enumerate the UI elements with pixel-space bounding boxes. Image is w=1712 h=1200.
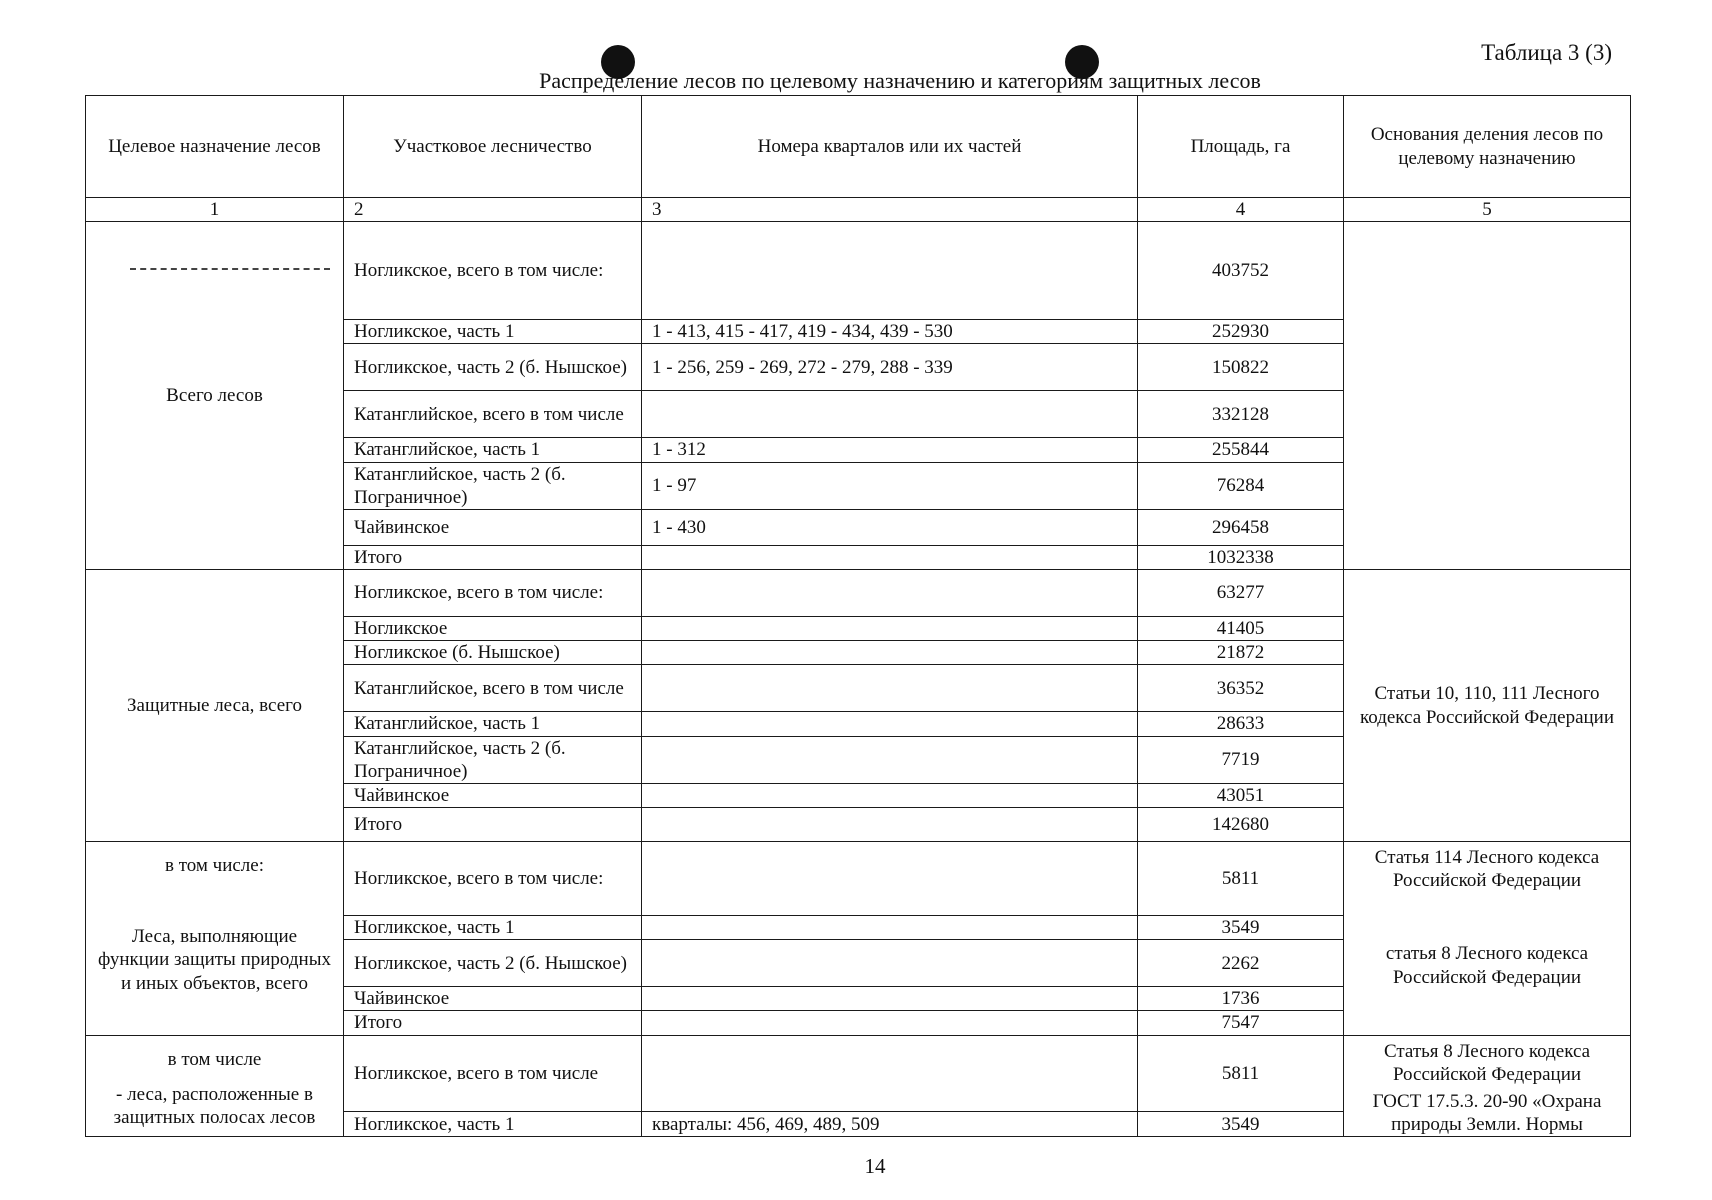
district-cell: Ногликское, часть 1: [344, 1112, 642, 1137]
area-cell: 7719: [1138, 736, 1344, 783]
district-cell: Итого: [344, 545, 642, 569]
basis-text: Статья 114 Лесного кодекса Российской Федерации: [1374, 847, 1600, 892]
district-cell: Чайвинское: [344, 987, 642, 1011]
district-cell: Ногликское, часть 2 (б. Нышское): [344, 940, 642, 987]
area-cell: 28633: [1138, 712, 1344, 736]
district-cell: Итого: [344, 808, 642, 842]
column-header-area: Площадь, га: [1138, 96, 1344, 198]
column-header-basis: Основания деления лесов по целевому назначению: [1344, 96, 1631, 198]
quarters-cell: [642, 916, 1138, 940]
district-cell: Катанглийское, часть 2 (б. Пограничное): [344, 736, 642, 783]
district-cell: Ногликское, всего в том числе: [344, 1035, 642, 1112]
area-cell: 3549: [1138, 1112, 1344, 1137]
column-number: 4: [1138, 198, 1344, 222]
column-number-row: [86, 198, 1631, 222]
basis-cell: Статьи 10, 110, 111 Лесного кодекса Российской Федерации: [1344, 570, 1631, 842]
district-cell: Чайвинское: [344, 509, 642, 545]
purpose-cell: [86, 842, 344, 1036]
purpose-text: Леса, выполняющие функции защиты природных и иных объектов, всего: [98, 926, 331, 994]
district-cell: Чайвинское: [344, 783, 642, 807]
purpose-subheading: в том числе: [167, 1048, 262, 1070]
district-cell: Ногликское: [344, 617, 642, 641]
page-number: 14: [864, 1154, 886, 1178]
area-cell: 41405: [1138, 617, 1344, 641]
purpose-cell: Всего лесов: [86, 222, 344, 570]
column-number: 3: [642, 198, 1138, 222]
district-cell: Катанглийское, всего в том числе: [344, 391, 642, 438]
purpose-cell: [86, 1035, 344, 1137]
scan-artifact-dashes: [130, 268, 330, 270]
quarters-cell: [642, 987, 1138, 1011]
district-cell: Катанглийское, часть 1: [344, 438, 642, 462]
column-header-quarters: Номера кварталов или их частей: [642, 96, 1138, 198]
district-cell: Ногликское, всего в том числе:: [344, 570, 642, 617]
quarters-cell: [642, 842, 1138, 916]
area-cell: 403752: [1138, 222, 1344, 320]
forest-distribution-table: [85, 95, 1631, 1137]
quarters-cell: [642, 783, 1138, 807]
district-cell: Катанглийское, всего в том числе: [344, 665, 642, 712]
basis-text: Статья 8 Лесного кодекса Российской Федерации: [1383, 1040, 1591, 1085]
basis-text: статья 8 Лесного кодекса Российской Федерации: [1385, 943, 1589, 988]
document-title: Распределение лесов по целевому назначению и категориям защитных лесов: [539, 68, 1261, 93]
quarters-cell: [642, 1011, 1138, 1035]
basis-cell: [1344, 222, 1631, 570]
quarters-cell: [642, 665, 1138, 712]
quarters-cell: [642, 391, 1138, 438]
area-cell: 5811: [1138, 842, 1344, 916]
basis-text: ГОСТ 17.5.3. 20-90 «Охрана природы Земли. Нормы: [1372, 1090, 1602, 1136]
quarters-cell: 1 - 430: [642, 509, 1138, 545]
table-row: [86, 570, 1631, 617]
district-cell: Ногликское, всего в том числе:: [344, 842, 642, 916]
area-cell: 3549: [1138, 916, 1344, 940]
area-cell: 296458: [1138, 509, 1344, 545]
quarters-cell: [642, 617, 1138, 641]
district-cell: Ногликское, часть 1: [344, 916, 642, 940]
district-cell: Ногликское (б. Нышское): [344, 641, 642, 665]
quarters-cell: [642, 736, 1138, 783]
quarters-cell: 1 - 413, 415 - 417, 419 - 434, 439 - 530: [642, 320, 1138, 344]
quarters-cell: [642, 1035, 1138, 1112]
area-cell: 1736: [1138, 987, 1344, 1011]
district-cell: Ногликское, часть 1: [344, 320, 642, 344]
table-row: [86, 842, 1631, 916]
area-cell: 36352: [1138, 665, 1344, 712]
district-cell: Катанглийское, часть 1: [344, 712, 642, 736]
area-cell: 7547: [1138, 1011, 1344, 1035]
table-number: Таблица 3 (3): [1481, 40, 1612, 65]
quarters-cell: [642, 641, 1138, 665]
quarters-cell: кварталы: 456, 469, 489, 509: [642, 1112, 1138, 1137]
district-cell: Итого: [344, 1011, 642, 1035]
area-cell: 63277: [1138, 570, 1344, 617]
column-number: 1: [86, 198, 344, 222]
area-cell: 1032338: [1138, 545, 1344, 569]
area-cell: 255844: [1138, 438, 1344, 462]
column-header-purpose: Целевое назначение лесов: [86, 96, 344, 198]
basis-cell: [1344, 1035, 1631, 1137]
quarters-cell: [642, 940, 1138, 987]
purpose-cell: Защитные леса, всего: [86, 570, 344, 842]
area-cell: 43051: [1138, 783, 1344, 807]
table-row: [86, 222, 1631, 320]
area-cell: 142680: [1138, 808, 1344, 842]
header-row: [86, 96, 1631, 198]
quarters-cell: 1 - 256, 259 - 269, 272 - 279, 288 - 339: [642, 344, 1138, 391]
quarters-cell: [642, 222, 1138, 320]
quarters-cell: [642, 545, 1138, 569]
area-cell: 2262: [1138, 940, 1344, 987]
purpose-text: - леса, расположенные в защитных полосах лесов: [113, 1083, 316, 1128]
quarters-cell: 1 - 97: [642, 462, 1138, 509]
quarters-cell: [642, 712, 1138, 736]
district-cell: Ногликское, всего в том числе:: [344, 222, 642, 320]
column-number: 2: [344, 198, 642, 222]
area-cell: 252930: [1138, 320, 1344, 344]
basis-cell: [1344, 842, 1631, 1036]
area-cell: 21872: [1138, 641, 1344, 665]
column-number: 5: [1344, 198, 1631, 222]
table-row: [86, 1035, 1631, 1112]
area-cell: 150822: [1138, 344, 1344, 391]
purpose-subheading: в том числе:: [164, 855, 265, 877]
column-header-district: Участковое лесничество: [344, 96, 642, 198]
district-cell: Ногликское, часть 2 (б. Нышское): [344, 344, 642, 391]
quarters-cell: 1 - 312: [642, 438, 1138, 462]
area-cell: 5811: [1138, 1035, 1344, 1112]
quarters-cell: [642, 570, 1138, 617]
district-cell: Катанглийское, часть 2 (б. Пограничное): [344, 462, 642, 509]
quarters-cell: [642, 808, 1138, 842]
area-cell: 76284: [1138, 462, 1344, 509]
area-cell: 332128: [1138, 391, 1344, 438]
